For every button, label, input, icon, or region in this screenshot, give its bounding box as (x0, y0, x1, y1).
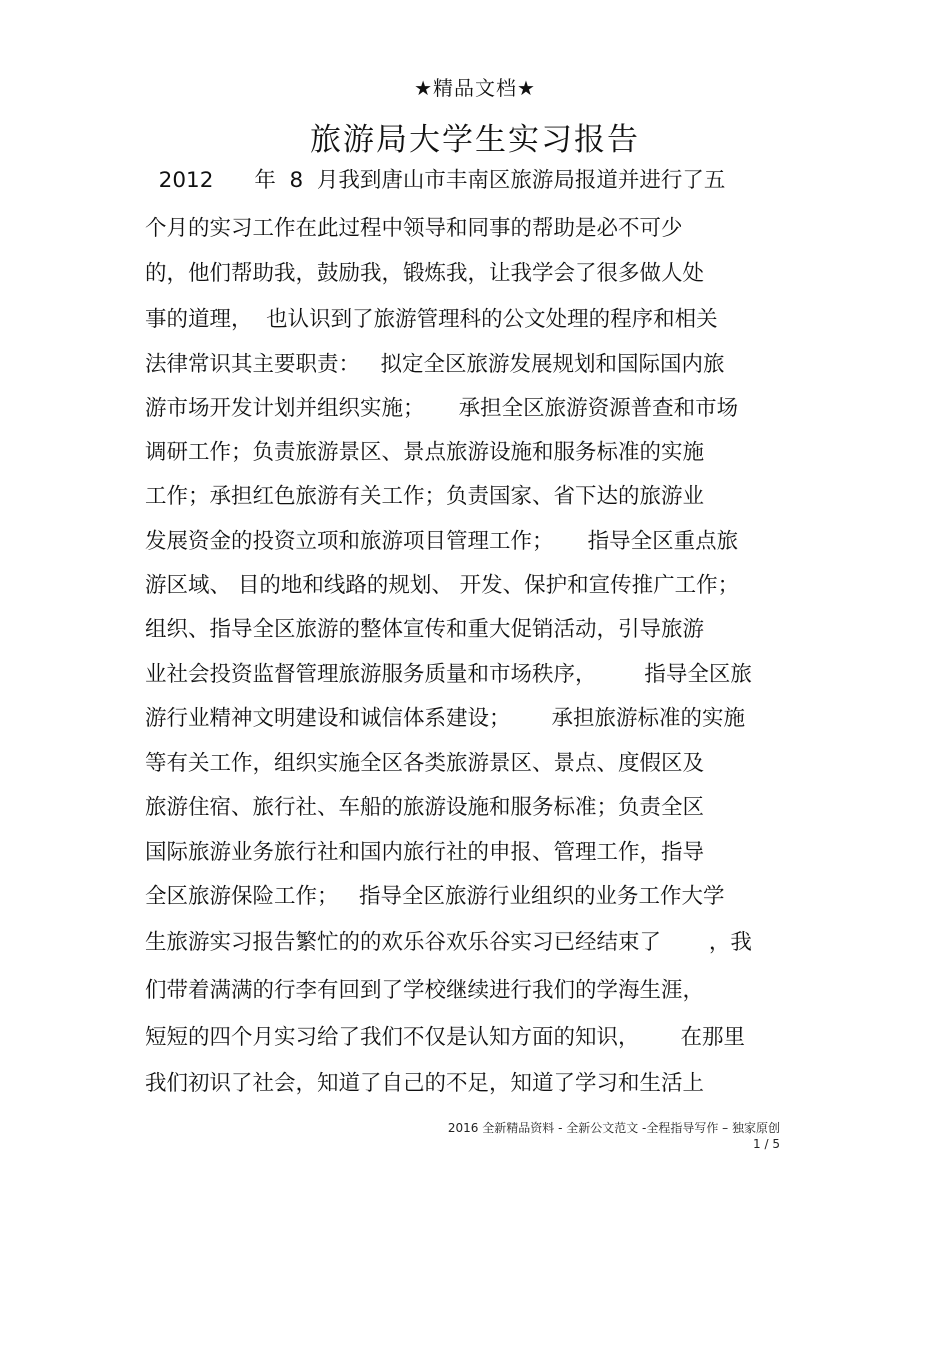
body-line: 组织、指导全区旅游的整体宣传和重大促销活动，引导旅游 (145, 617, 705, 642)
body-line: 发展资金的投资立项和旅游项目管理工作； 指导全区重点旅 (145, 529, 739, 554)
body-line: 旅游住宿、旅行社、车船的旅游设施和服务标准；负责全区 (145, 795, 705, 820)
body-line: 们带着满满的行李有回到了学校继续进行我们的学海生涯， (145, 978, 705, 1003)
body-line: 国际旅游业务旅行社和国内旅行社的申报、管理工作，指导 (145, 840, 705, 865)
footer-slogan: 2016 全新精品资料 - 全新公文范文 -全程指导写作 – 独家原创 (447, 1121, 780, 1135)
body-line: 游市场开发计划并组织实施； 承担全区旅游资源普查和市场 (145, 396, 739, 421)
body-line: 等有关工作，组织实施全区各类旅游景区、景点、度假区及 (145, 751, 705, 776)
body-line: 游行业精神文明建设和诚信体系建设； 承担旅游标准的实施 (145, 706, 746, 731)
body-line: 事的道理， 也认识到了旅游管理科的公文处理的程序和相关 (145, 307, 718, 332)
body-line: 2012 年 8 月我到唐山市丰南区旅游局报道并进行了五 (145, 168, 726, 193)
body-line: 我们初识了社会，知道了自己的不足，知道了学习和生活上 (145, 1071, 705, 1096)
body-line: 法律常识其主要职责： 拟定全区旅游发展规划和国际国内旅 (145, 352, 725, 377)
body-line: 的，他们帮助我，鼓励我，锻炼我，让我学会了很多做人处 (145, 261, 705, 286)
page-footer (380, 1120, 780, 1152)
body-line: 短短的四个月实习给了我们不仅是认知方面的知识， 在那里 (145, 1025, 746, 1050)
body-line: 游区域、 目的地和线路的规划、 开发、保护和宣传推广工作； (145, 573, 740, 598)
body-line: 全区旅游保险工作； 指导全区旅游行业组织的业务工作大学 (145, 884, 725, 909)
body-line: 业社会投资监督管理旅游服务质量和市场秩序， 指导全区旅 (145, 662, 752, 687)
page-header: ★精品文档★ (414, 76, 536, 100)
body-line: 生旅游实习报告繁忙的的欢乐谷欢乐谷实习已经结束了 ，我 (145, 930, 752, 955)
body-line: 调研工作；负责旅游景区、景点旅游设施和服务标准的实施 (145, 440, 705, 465)
body-line: 工作；承担红色旅游有关工作；负责国家、省下达的旅游业 (145, 484, 705, 509)
document-title: 旅游局大学生实习报告 (310, 122, 640, 158)
body-line: 个月的实习工作在此过程中领导和同事的帮助是必不可少 (145, 216, 683, 241)
page-number: 1 / 5 (753, 1137, 780, 1151)
